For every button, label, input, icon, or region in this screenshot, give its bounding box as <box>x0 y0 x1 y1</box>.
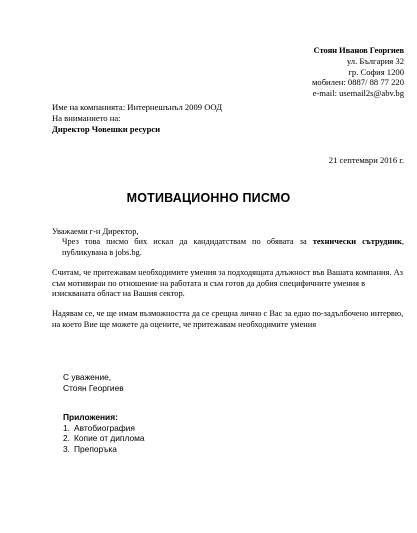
list-item-number: 2. <box>63 433 70 444</box>
list-item-number: 3. <box>63 443 70 454</box>
job-title: технически сътрудник <box>312 237 402 247</box>
list-item-label: Препоръка <box>74 443 117 454</box>
attachments-block <box>63 412 145 454</box>
recipient-position: Директор Човешки ресурси <box>52 123 161 134</box>
sender-email: e-mail: usemail2s@abv.bg <box>312 88 404 99</box>
sender-street: ул. България 32 <box>346 55 404 66</box>
recipient-block <box>52 102 222 134</box>
list-item <box>63 444 145 455</box>
paragraph-2: Считам, че притежавам необходимите умения за подходящата длъжност във Вашата компания. Аз съм мотивиран по отношение на работата и съм готов да добия специфичните умения в изискваната област на Вашия сектор. <box>52 268 403 299</box>
letter-body <box>52 227 404 330</box>
list-item <box>63 433 145 444</box>
recipient-attention: На вниманието на: <box>52 112 121 123</box>
sender-phone: мобилен: 0887/ 88 77 220 <box>311 77 404 88</box>
paragraph-1 <box>52 237 404 258</box>
paragraph-3: Надявам се, че ще имам възможността да се срещна лично с Вас за едно по-задълбочено интервю, на което Вие ще можете да оцените, че притежавам необходимите умения <box>52 309 404 329</box>
sender-block <box>312 45 404 99</box>
list-item-label: Автобиография <box>74 422 135 433</box>
sender-city: гр. София 1200 <box>348 66 404 77</box>
letter-title: МОТИВАЦИОННО ПИСМО <box>126 191 291 205</box>
list-item <box>63 423 145 434</box>
recipient-company: Име на компанията: Интернешънъл 2009 ООД <box>52 102 223 112</box>
closing-block <box>63 372 124 393</box>
attachments-list <box>63 423 145 455</box>
list-item-number: 1. <box>63 422 70 433</box>
sender-name: Стоян Иванов Георгиев <box>313 45 404 55</box>
greeting: Уважаеми г-н Директор, <box>52 227 139 236</box>
list-item-label: Копие от диплома <box>74 433 145 444</box>
attachments-title: Приложения: <box>63 412 118 422</box>
paragraph-1-start: Чрез това писмо бих искал да кандидатствам по обявата за <box>62 237 313 247</box>
letter-date: 21 септември 2016 г. <box>328 155 404 165</box>
signature-name: Стоян Георгиев <box>63 382 124 393</box>
closing-regards: С уважение, <box>63 372 112 382</box>
paragraph-1-end: , публикувана в jobs.bg. <box>62 237 404 257</box>
